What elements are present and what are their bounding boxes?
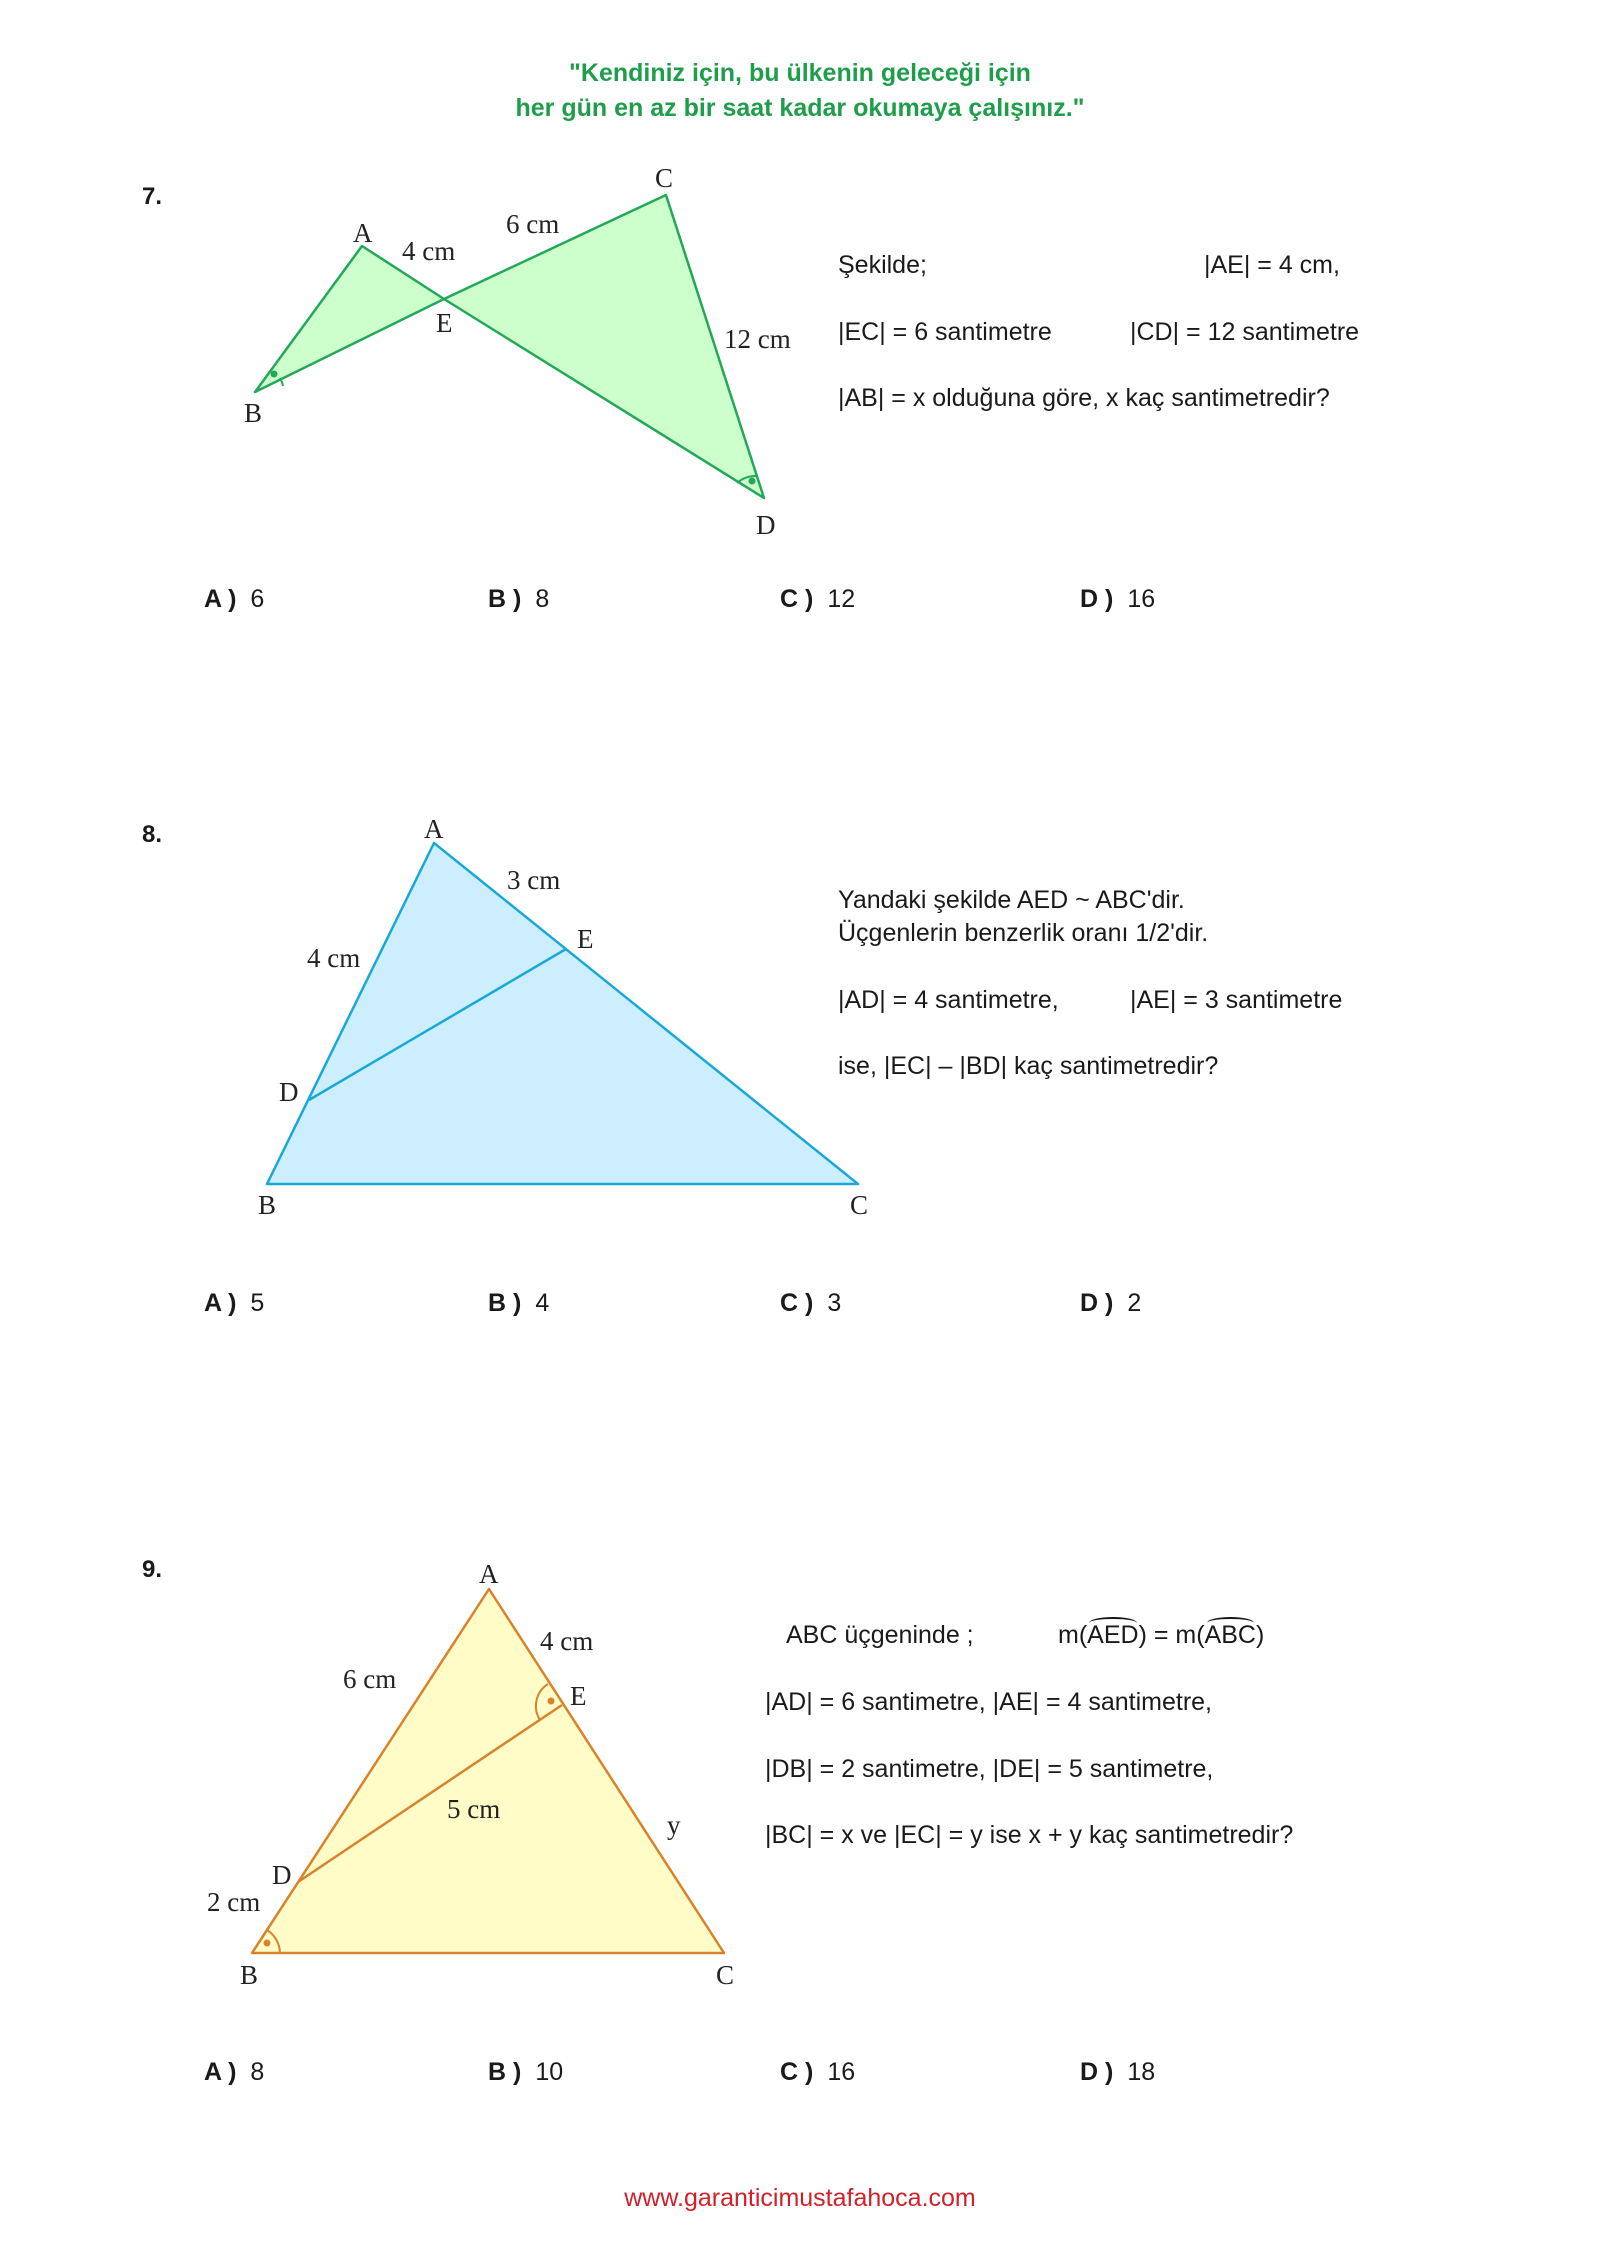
q7-option-a-value: 6 (250, 585, 265, 613)
q9-point-d: D (272, 1860, 292, 1890)
q8-text-question: ise, |EC| – |BD| kaç santimetredir? (838, 1052, 1219, 1080)
q8-option-a-letter: A ) (204, 1289, 237, 1317)
q7-option-d-letter: D ) (1080, 585, 1114, 613)
q7-label-cd: 12 cm (724, 324, 791, 354)
q9-point-a: A (479, 1559, 499, 1589)
q7-option-d-value: 16 (1127, 585, 1156, 613)
q9-label-ad: 6 cm (343, 1664, 397, 1694)
q9-label-ae: 4 cm (540, 1626, 594, 1656)
q9-option-c[interactable] (780, 2058, 855, 2087)
q8-option-c-letter: C ) (780, 1289, 814, 1317)
q9-option-b-value: 10 (535, 2058, 564, 2086)
q7-text-ec: |EC| = 6 santimetre (838, 318, 1052, 346)
q7-label-ae: 4 cm (402, 236, 456, 266)
q8-option-a-value: 5 (250, 1289, 265, 1317)
q7-option-c-letter: C ) (780, 585, 814, 613)
q7-text-sekilde: Şekilde; (838, 251, 927, 279)
q8-point-b: B (258, 1190, 277, 1220)
q9-text-angle-equality (1058, 1621, 1264, 1650)
q8-point-d: D (279, 1077, 299, 1107)
q8-point-c: C (850, 1190, 869, 1220)
q7-option-b-value: 8 (535, 585, 550, 613)
question-9-number: 9. (142, 1556, 163, 1583)
q9-option-b-letter: B ) (488, 2058, 522, 2086)
q8-text-ae: |AE| = 3 santimetre (1130, 986, 1343, 1014)
footer-url[interactable]: www.garanticimustafahoca.com (624, 2184, 976, 2212)
q8-text-ad: |AD| = 4 santimetre, (838, 986, 1059, 1014)
question-8-number: 8. (142, 821, 163, 848)
q8-option-d-letter: D ) (1080, 1289, 1114, 1317)
q7-option-a-letter: A ) (204, 585, 237, 613)
q9-option-a[interactable] (204, 2058, 264, 2087)
q9-label-db: 2 cm (207, 1887, 261, 1917)
q8-text-ratio: Üçgenlerin benzerlik oranı 1/2'dir. (838, 919, 1209, 947)
q9-text-equals: ) = m( (1138, 1621, 1205, 1649)
q7-text-cd: |CD| = 12 santimetre (1130, 318, 1360, 346)
quote-line-1: "Kendiniz için, bu ülkenin geleceği için (569, 59, 1031, 87)
quote-line-2: her gün en az bir saat kadar okumaya çalışınız." (515, 94, 1085, 122)
q8-point-a: A (424, 814, 444, 844)
q9-option-c-value: 16 (827, 2058, 856, 2086)
question-7-number: 7. (142, 183, 163, 210)
q7-point-b: B (244, 398, 263, 428)
q8-option-c-value: 3 (827, 1289, 842, 1317)
q9-angle-abc: ABC (1204, 1621, 1256, 1649)
q8-point-e: E (577, 924, 594, 954)
q9-point-e: E (570, 1681, 587, 1711)
q7-option-c-value: 12 (827, 585, 856, 613)
q9-text-db-de: |DB| = 2 santimetre, |DE| = 5 santimetre, (765, 1755, 1214, 1783)
q9-option-d[interactable] (1080, 2058, 1155, 2087)
q8-label-ae: 3 cm (507, 865, 561, 895)
q9-option-d-letter: D ) (1080, 2058, 1114, 2086)
q9-angle-aed: AED (1087, 1621, 1139, 1649)
q9-text-ad-ae: |AD| = 6 santimetre, |AE| = 4 santimetre, (765, 1688, 1212, 1716)
q9-label-ec: y (667, 1810, 681, 1840)
q7-point-a: A (353, 218, 373, 248)
q7-option-b-letter: B ) (488, 585, 522, 613)
q9-angle-dot-e (548, 1698, 555, 1705)
q9-option-b[interactable] (488, 2058, 563, 2087)
q9-label-de: 5 cm (447, 1794, 501, 1824)
q9-option-a-letter: A ) (204, 2058, 237, 2086)
q8-label-ad: 4 cm (307, 943, 361, 973)
q7-point-c: C (655, 163, 674, 193)
q7-point-d: D (756, 510, 776, 540)
q9-point-c: C (716, 1960, 735, 1990)
q8-option-d-value: 2 (1127, 1289, 1142, 1317)
q7-point-e: E (436, 308, 453, 338)
q9-text-m-open-1: m( (1058, 1621, 1088, 1649)
q9-text-close: ) (1255, 1621, 1265, 1649)
q8-text-similar: Yandaki şekilde AED ~ ABC'dir. (838, 886, 1185, 914)
q9-option-d-value: 18 (1127, 2058, 1156, 2086)
q7-label-ec: 6 cm (506, 209, 560, 239)
q9-triangle-abc (252, 1589, 724, 1953)
q9-option-a-value: 8 (250, 2058, 265, 2086)
q9-angle-dot-b (264, 1940, 271, 1947)
q7-text-ae: |AE| = 4 cm, (1204, 251, 1340, 279)
q9-text-triangle: ABC üçgeninde ; (786, 1621, 974, 1649)
q8-option-b-value: 4 (535, 1289, 550, 1317)
q7-text-question: |AB| = x olduğuna göre, x kaç santimetredir? (838, 384, 1330, 412)
q9-text-question: |BC| = x ve |EC| = y ise x + y kaç santimetredir? (765, 1821, 1294, 1849)
q8-option-b-letter: B ) (488, 1289, 522, 1317)
q9-point-b: B (240, 1960, 259, 1990)
q9-option-c-letter: C ) (780, 2058, 814, 2086)
